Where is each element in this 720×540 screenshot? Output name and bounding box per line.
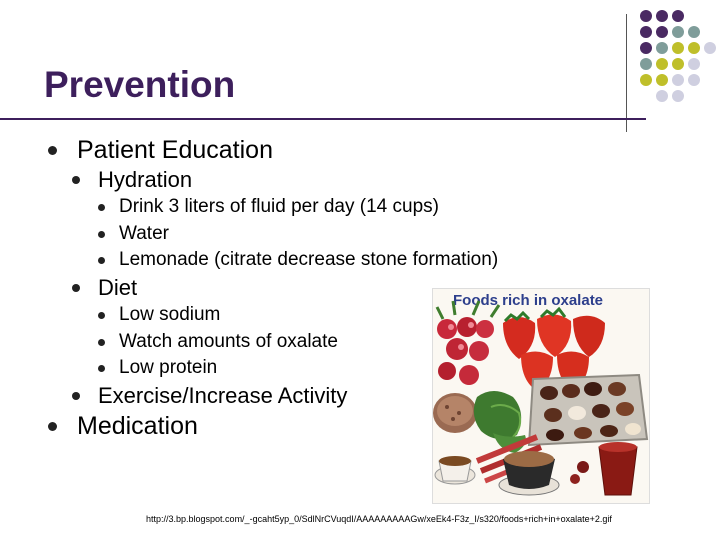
bullet-hydration	[72, 167, 192, 193]
bullet-dot-icon	[98, 339, 105, 346]
chocolate-tray-icon	[529, 375, 647, 445]
bullet-text: Water	[119, 223, 169, 244]
bullet-medication	[48, 412, 198, 441]
bullet-hydration-item	[98, 196, 439, 218]
bullet-text: Lemonade (citrate decrease stone formation)	[119, 249, 499, 270]
foods-illustration	[433, 289, 649, 503]
bullet-text: Low sodium	[119, 304, 221, 325]
bullet-text: Watch amounts of oxalate	[119, 331, 338, 352]
decorative-dot	[688, 58, 700, 70]
bullet-dot-icon	[98, 312, 105, 319]
bullet-text: Exercise/Increase Activity	[98, 383, 348, 408]
decorative-dot	[640, 26, 652, 38]
decorative-dot	[656, 10, 668, 22]
bullet-diet-item	[98, 331, 338, 353]
bullet-dot-icon	[72, 176, 80, 184]
bullet-dot-icon	[72, 284, 80, 292]
decorative-dot	[688, 26, 700, 38]
cocoa-cup-icon	[499, 451, 559, 495]
bullet-dot-icon	[48, 146, 57, 155]
bullet-text: Diet	[98, 275, 138, 300]
grain-bowl-icon	[433, 393, 477, 433]
decorative-dot	[672, 74, 684, 86]
title-underline	[0, 118, 646, 120]
bullet-patient-education	[48, 136, 273, 165]
decorative-dot	[656, 90, 668, 102]
juice-glass-icon	[570, 442, 637, 495]
radishes-icon	[437, 301, 499, 385]
bullet-dot-icon	[98, 257, 105, 264]
decorative-dot	[640, 10, 652, 22]
decorative-dot	[672, 90, 684, 102]
decorative-dot	[656, 26, 668, 38]
bullet-text: Drink 3 liters of fluid per day (14 cups)	[119, 196, 439, 217]
bullet-dot-icon	[98, 231, 105, 238]
bullet-dot-icon	[98, 365, 105, 372]
bullet-diet-item	[98, 304, 220, 326]
image-caption: Foods rich in oxalate	[453, 292, 604, 309]
decorative-dot	[656, 42, 668, 54]
decorative-dot	[688, 74, 700, 86]
bullet-dot-icon	[72, 392, 80, 400]
decorative-dot	[640, 74, 652, 86]
decorative-dot	[704, 42, 716, 54]
decorative-dot	[656, 74, 668, 86]
bullet-text: Medication	[77, 412, 198, 440]
oxalate-foods-image	[432, 288, 650, 504]
decorative-dot	[672, 26, 684, 38]
decorative-dot	[688, 42, 700, 54]
bullet-dot-icon	[98, 204, 105, 211]
bullet-text: Patient Education	[77, 136, 273, 164]
decorative-dot	[656, 58, 668, 70]
bullet-text: Hydration	[98, 167, 193, 192]
decorative-dot	[672, 42, 684, 54]
decorative-dot	[640, 42, 652, 54]
bullet-hydration-item	[98, 223, 169, 245]
bullet-diet	[72, 275, 137, 301]
bullet-dot-icon	[48, 422, 57, 431]
bullet-text: Low protein	[119, 357, 218, 378]
bullet-exercise	[72, 383, 347, 409]
decorative-dot	[640, 58, 652, 70]
source-url: http://3.bp.blogspot.com/_-gcaht5yp_0/SdlNrCVuqdI/AAAAAAAAAGw/xeEk4-F3z_I/s320/foods+rich+in+oxalate+2.gif	[146, 514, 612, 524]
tea-cup-icon	[435, 456, 475, 484]
decorative-dot	[672, 58, 684, 70]
decorative-dot	[672, 10, 684, 22]
header-vertical-line	[626, 14, 627, 132]
slide-title: Prevention	[44, 64, 236, 105]
bullet-hydration-item	[98, 249, 498, 271]
bullet-diet-item	[98, 357, 217, 379]
